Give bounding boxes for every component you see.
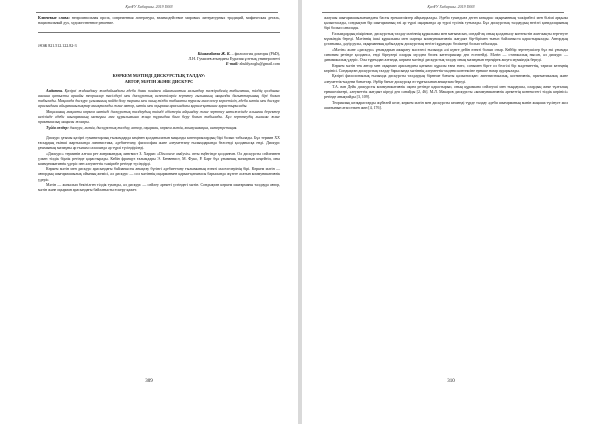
keywords-paragraph (38, 16, 280, 26)
author-name: Кішкенбаева Ж. К. (197, 51, 231, 57)
keywords-text: непроизвольная проза, современная литература, взаимодействие мировых литературных традиций, мифическая деталь, национальный дух, художественное решение. (38, 16, 280, 26)
page-number-left: 309 (145, 379, 153, 384)
body-paragraph: Көркем мәтін тек автор мен оқырман арасындағы қатынас құралы ғана емес, сонымен бірге ол белгілі бір мәдениеттің, тарихи кезеңнің көрінісі. Сондықтан дискурстық талдау барысында мәтіннің әлеуметтік-мәдени контексіне ерекше назар аударылады. (324, 63, 568, 73)
left-page (0, 0, 298, 424)
abstract-paragraph (38, 89, 280, 109)
section-divider (38, 32, 280, 33)
keywords-label: Ключевые слова: (38, 16, 70, 20)
left-column (38, 16, 280, 194)
affiliation: Л.Н. Гумилев атындағы Еуразия ұлттық университеті (188, 56, 280, 62)
article-title (38, 73, 280, 84)
header-rule (322, 12, 564, 13)
author-block (38, 51, 280, 66)
abstract-paragraph-2: Мақаланың мақсаты көркем мәтінді дискурстық талдаудың тиімді әдістерін айқындау және зерттеу нәтижесінде алынған деректер негізінде әдеби шығарманың мазмұны мен құрылымына жаңа тұрғыдан баға беру болып табылады. Бұл зерттеудің ғылыми және практикалық маңызы жоғары. (38, 110, 280, 125)
keywords2-label: Түйін сөздер: (46, 125, 69, 130)
running-header: ҚазҰУ Хабаршы. 2019 ISSN (125, 4, 173, 9)
keywords2-paragraph (38, 126, 280, 131)
author-degree: – филология докторы (PhD), (231, 51, 280, 57)
body-paragraph: Теориялық көзқарастарды жүйелей келе, көркем мәтін мен дискурсты кешенді түрде талдау әдеби шығарманың мәнін жаңаша түсінуге жол ашатынын атап өткен жөн [4, 176]. (324, 101, 568, 111)
abstract (38, 89, 280, 131)
page-number-right: 310 (447, 379, 455, 384)
body-paragraph: «Мәтін» және «дискурс» ұғымдарын ажырату мәселесі ғылымда әлі күнге дейін өзекті болып отыр. Кейбір зерттеушілер бұл екі ұғымды синоним ретінде қолданса, енді біреулері оларды мүлдем бөлек категориялар деп есептейді. Мәтін — статикалық нысан, ал дискурс — динамикалық үдеріс. Осы тұрғыдан алғанда, көркем мәтінді дискурстық талдау оның мазмұнын тереңірек ашуға мүмкіндік береді. (324, 47, 568, 62)
header-rule (36, 12, 278, 13)
keywords2-text: дискурс, мәтін, дискурстық талдау, автор, оқырман, көркем мәтін, коммуникация, интерпретация. (69, 125, 238, 130)
running-header: ҚазҰУ Хабаршы. 2019 ISSN (427, 4, 475, 9)
body-paragraph: Т.А. ван Дейк дискурсты коммуникативтік оқиға ретінде қарастырып, оның құрамына сөйлеуші мен тыңдаушы, олардың жеке тұлғалық ерекшеліктері, әлеуметтік жағдаят кіреді деп санайды [2, 46]. М.Л. Макаров дискурсты «коммуникативтік әрекеттің контекстегі тілдік көрінісі» ретінде анықтайды [3, 109]. (324, 85, 568, 100)
body-paragraph: Қазіргі филологиялық ғылымда дискурсты талдаудың бірнеше бағыты қалыптасқан: лингвистикалық, когнитивтік, прагматикалық және әлеуметтік-мәдени бағыттар. Әрбір бағыт дискурсқа өз тұрғысынан анықтама береді. (324, 74, 568, 84)
body-paragraph: «Дискурс» терминін алғаш рет американдық лингвист З. Харрис «Discourse analysis» атты еңбегінде қолданған. Ол дискурсты сөйлемнен үлкен тілдік бірлік ретінде қарастырады. Кейін француз ғалымдары Э. Бенвенист, М. Фуко, Р. Барт бұл ұғымның мазмұнын кеңейтіп, оны коммуникативтік үдеріс пен әлеуметтік тәжірибе ретінде түсіндірді. (38, 151, 280, 166)
udc-code: ӘОЖ 821.512.122.82-3 (38, 43, 77, 49)
right-page (302, 0, 600, 424)
body-paragraph: Мәтін — жазылып бекітілген тілдік туынды, ал дискурс — сөйлеу әрекеті үстіндегі мәтін. Сондықтан көркем шығарманы талдауда автор, мәтін және оқырман арасындағы байланысты ескеру қажет. (38, 183, 280, 193)
body-paragraph: жазушы шығармашылығындағы басты ерекшеліктер айқындалады. Әдеби туындыға деген көзқарас оқырманның тәжірибесі мен білімі арқылы қалыптасады, сондықтан бір шығарманың өзі әр түрлі оқырманда әр түрлі түсінік туғызады. Бұл дискурстық талдаудың негізгі қағидаларының бірі болып саналады. (324, 16, 568, 31)
title-line-1: КӨРКЕМ МӘТІНДІ ДИСКУРСТЫҚ ТАЛДАУ: (112, 73, 206, 79)
body-paragraph: Көркем мәтін мен дискурс арасындағы байланысты анықтау бүгінгі әдебиеттану ғылымының өзекті мәселелерінің бірі. Көркем мәтін — автордың шығармашылық ойының жемісі, ал дискурс — сол мәтіннің оқырманмен қарым-қатынасы барысында жүзеге асатын коммуникативтік үдеріс. (38, 167, 280, 182)
body-paragraph: Ғалымдардың пікірінше, дискурстық талдау мәтіннің құрылымы мен мағынасын, сондай-ақ оның қолданылу контекстін жан-жақты зерттеуге мүмкіндік береді. Мәтіннің ішкі құрылымы мен сыртқы коммуникативтік жағдаят бір-бірімен тығыз байланыста қарастырылады. Автордың ұстанымы, дәуір рухы, оқырманның қабылдауы дискурстың негізгі құрамдас бөліктері болып табылады. (324, 31, 568, 47)
abstract-label: Андатпа. (46, 89, 63, 94)
title-line-2: АВТОР, МӘТІН ЖӘНЕ ДИСКУРС (124, 78, 194, 84)
body-paragraph: Дискурс ұғымы қазіргі гуманитарлық ғылымдарда кеңінен қолданылатын маңызды категориялардың бірі болып табылады. Бұл термин ХХ ғасырдың екінші жартысында лингвистика, әдебиеттану, философия және әлеуметтану ғылымдарында белсенді қолданысқа енді. Дискурс ұғымының мазмұны әр ғылым саласында әр түрлі түсіндіріледі. (38, 135, 280, 150)
abstract-text-1: Қазіргі жаһандану жағдайындағы әдеби дами пәнімен айналысатын ғалымдар тәжірибенің табиғатын, тілдің қолданыс аясына қатысты арнайы теориялар тәсілдері мен дискурстық аспектілерін зерттеу ғылымның маңызды бағыттарының бірі болып табылады. Мақалада дискурс ұғымының пайда болу тарихы мен оның тілдік табиғаты туралы мәселелер көрсетіліп, әдеби мәтін мен дискурс арасындағы айырмашылықтар анықталады және автор, мәтін мен оқырман арасындағы қарым-қатынас қарастырылады. (38, 89, 280, 109)
email-address[interactable]: zhuldyzoglu@gmail.com (239, 61, 280, 67)
email-line (38, 61, 280, 66)
email-label: E-mail: (225, 61, 239, 67)
right-column (324, 16, 568, 112)
